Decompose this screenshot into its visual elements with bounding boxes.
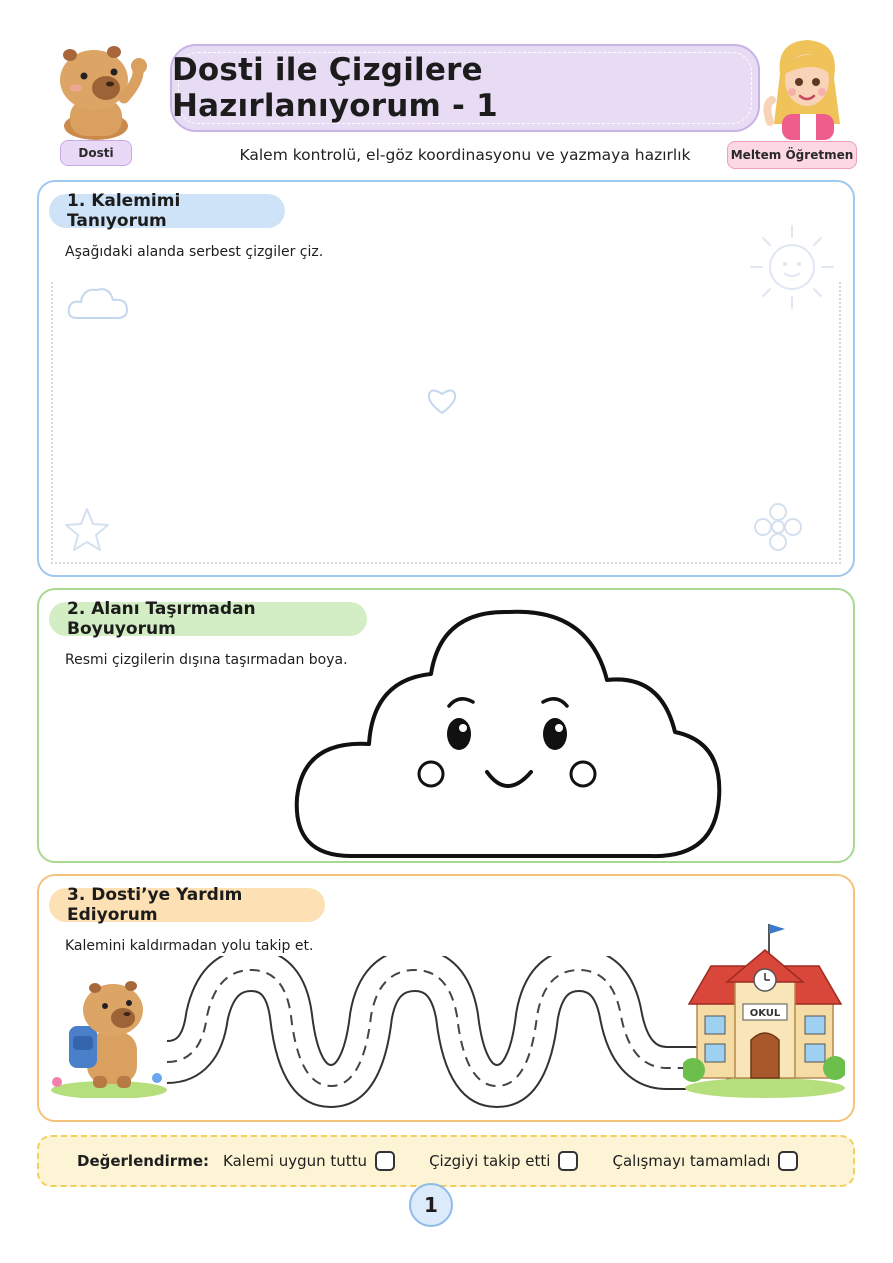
page-subtitle: Kalem kontrolü, el-göz koordinasyonu ve yazmaya hazırlık [239, 146, 691, 164]
evaluation-label: Değerlendirme: [77, 1152, 210, 1170]
page-title: Dosti ile Çizgilere Hazırlanıyorum - 1 [172, 52, 498, 124]
title-banner [170, 44, 760, 132]
teacher-tag: Meltem Öğretmen [727, 141, 857, 169]
tracing-road-path[interactable] [157, 956, 747, 1112]
dosti-tag: Dosti [60, 140, 132, 166]
evaluation-bar [37, 1135, 855, 1187]
dosti-backpack-icon [49, 970, 169, 1098]
section-free-drawing [37, 180, 855, 577]
evaluation-item-label: Çalışmayı tamamladı [612, 1152, 771, 1170]
completed-checkbox[interactable] [778, 1151, 798, 1171]
school-building-icon [683, 920, 845, 1098]
evaluation-item-line-following [429, 1151, 578, 1171]
evaluation-item-completed [612, 1151, 798, 1171]
section-1-instruction: Aşağıdaki alanda serbest çizgiler çiz. [65, 244, 324, 260]
school-sign: OKUL [749, 1008, 781, 1019]
section-2-instruction: Resmi çizgilerin dışına taşırmadan boya. [65, 652, 348, 668]
section-path-tracing [37, 874, 855, 1122]
cloud-doodle-icon [65, 280, 131, 324]
smiling-cloud-coloring-image[interactable] [291, 602, 723, 860]
section-3-instruction: Kalemini kaldırmadan yolu takip et. [65, 938, 314, 954]
section-coloring [37, 588, 855, 863]
section-3-title: 3. Dosti’ye Yardım Ediyorum [49, 888, 325, 922]
heart-doodle-icon [425, 386, 459, 416]
section-1-title: 1. Kalemimi Tanıyorum [49, 194, 285, 228]
evaluation-item-pencil-grip [223, 1151, 395, 1171]
section-2-title: 2. Alanı Taşırmadan Boyuyorum [49, 602, 367, 636]
flower-doodle-icon [751, 500, 805, 554]
sun-doodle-icon [747, 222, 837, 312]
pencil-grip-checkbox[interactable] [375, 1151, 395, 1171]
line-following-checkbox[interactable] [558, 1151, 578, 1171]
evaluation-item-label: Kalemi uygun tuttu [223, 1152, 368, 1170]
star-doodle-icon [63, 506, 111, 554]
dosti-capybara-icon [48, 40, 153, 140]
teacher-avatar-icon [762, 34, 852, 140]
evaluation-item-label: Çizgiyi takip etti [429, 1152, 551, 1170]
page-number: 1 [409, 1183, 453, 1227]
free-drawing-area[interactable] [51, 282, 841, 564]
